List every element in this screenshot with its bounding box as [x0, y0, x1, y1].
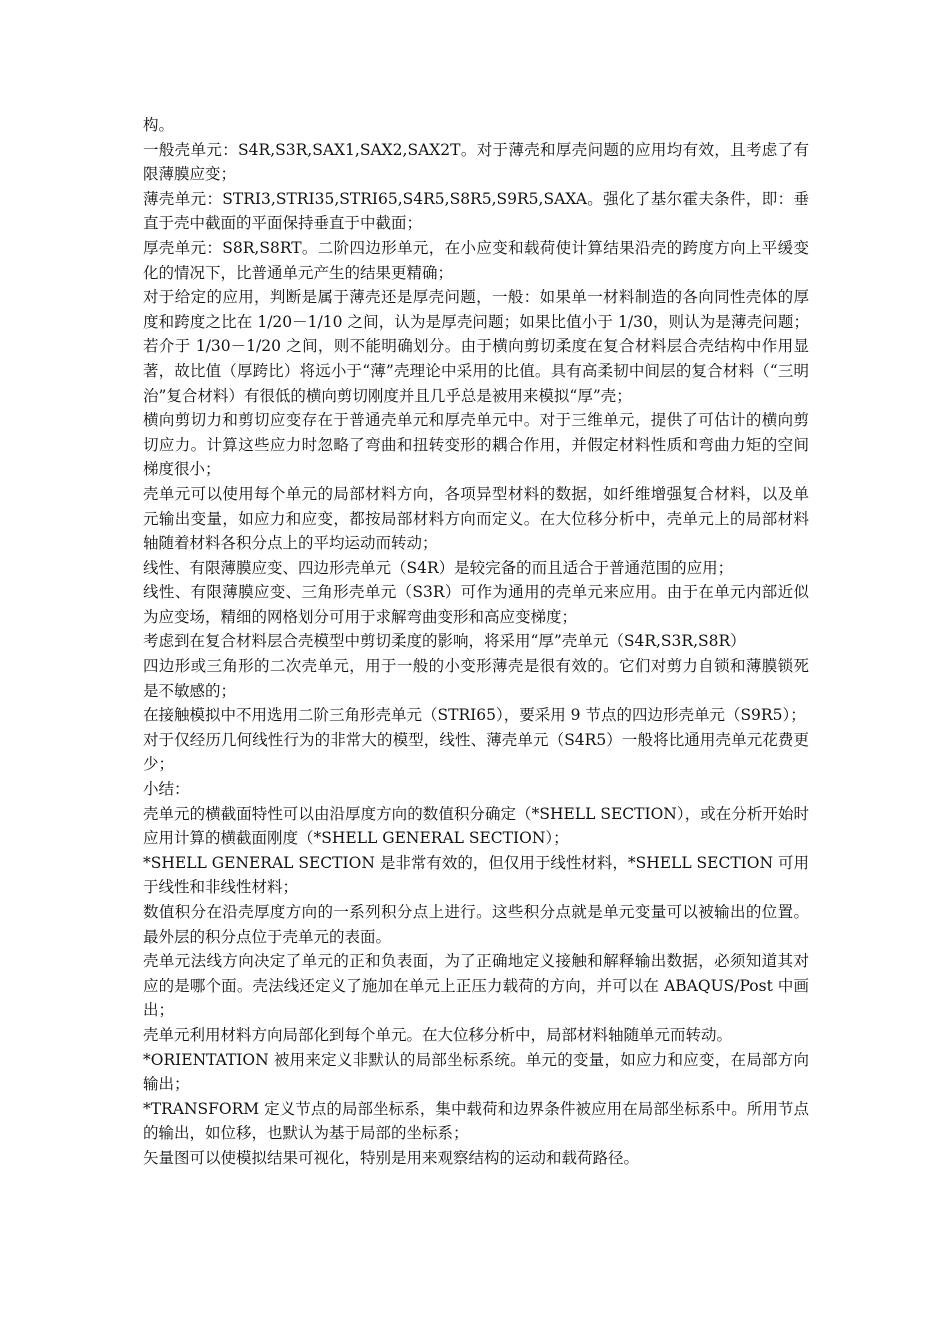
paragraph-quadratic: 四边形或三角形的二次壳单元，用于一般的小变形薄壳是很有效的。它们对剪力自锁和薄膜锁死是不敏感的； [143, 657, 809, 700]
paragraph-thick-shell: 厚壳单元：S8R,S8RT。二阶四边形单元，在小应变和载荷使计算结果沿壳的跨度方向上平缓变化的情况下，比普通单元产生的结果更精确； [143, 238, 809, 282]
paragraph-thin-shell: 薄壳单元：STRI3,STRI35,STRI65,S4R5,S8R5,S9R5,SAXA。强化了基尔霍夫条件，即：垂直于壳中截面的平面保持垂直于中截面； [143, 189, 809, 233]
paragraph-thin-vs-thick: 对于给定的应用，判断是属于薄壳还是厚壳问题，一般：如果单一材料制造的各向同性壳体的厚度和跨度之比在 1/20－1/10 之间，认为是厚壳问题；如果比值小于 1/30，则认为是薄壳问题；若介于 1/30－1/20 之间，则不能明确划分。由于横向剪切柔度在复合材料层合壳结构中作用显著，故比值（厚跨比）将远小于“薄”壳理论中采用的比值。具有高柔韧中间层的复合材料（“三明治”复合材料）有很低的横向剪切刚度并且几乎总是被用来模拟“厚”壳； [143, 288, 809, 405]
paragraph-summary-heading: 小结： [143, 780, 190, 799]
paragraph-contact: 在接触模拟中不用选用二阶三角形壳单元（STRI65），要采用 9 节点的四边形壳单元（S9R5）； [143, 706, 806, 725]
paragraph-material-direction: 壳单元可以使用每个单元的局部材料方向，各项异型材料的数据，如纤维增强复合材料，以及单元输出变量，如应力和应变，都按局部材料方向而定义。在大位移分析中，壳单元上的局部材料轴随着材料各积分点上的平均运动而转动； [143, 484, 809, 553]
paragraph-large-model: 对于仅经历几何线性行为的非常大的模型，线性、薄壳单元（S4R5）一般将比通用壳单元花费更少； [143, 730, 809, 774]
paragraph-general-shell: 一般壳单元：S4R,S3R,SAX1,SAX2,SAX2T。对于薄壳和厚壳问题的应用均有效，且考虑了有限薄膜应变； [143, 140, 809, 184]
paragraph-local-material: 壳单元利用材料方向局部化到每个单元。在大位移分析中，局部材料轴随单元而转动。 [143, 1025, 733, 1044]
paragraph-vector-plot: 矢量图可以使模拟结果可视化，特别是用来观察结构的运动和载荷路径。 [143, 1148, 640, 1167]
paragraph-general-section: *SHELL GENERAL SECTION 是非常有效的，但仅用于线性材料，*SHELL SECTION 可用于线性和非线性材料； [143, 853, 809, 897]
paragraph-normal-direction: 壳单元法线方向决定了单元的正和负表面，为了正确地定义接触和解释输出数据，必须知道其对应的是哪个面。壳法线还定义了施加在单元上正压力载荷的方向，并可以在 ABAQUS/Post 中画出； [143, 952, 809, 1020]
paragraph-composite: 考虑到在复合材料层合壳模型中剪切柔度的影响，将采用“厚”壳单元（S4R,S3R,S8R） [143, 632, 746, 651]
paragraph-s4r: 线性、有限薄膜应变、四边形壳单元（S4R）是较完备的而且适合于普通范围的应用； [143, 558, 734, 577]
paragraph-transform: *TRANSFORM 定义节点的局部坐标系，集中载荷和边界条件被应用在局部坐标系中。所用节点的输出，如位移，也默认为基于局部的坐标系； [143, 1099, 809, 1143]
paragraph-section-properties: 壳单元的横截面特性可以由沿厚度方向的数值积分确定（*SHELL SECTION），或在分析开始时应用计算的横截面刚度（*SHELL GENERAL SECTION）； [143, 804, 809, 848]
document-body [143, 113, 809, 1171]
paragraph-s3r: 线性、有限薄膜应变、三角形壳单元（S3R）可作为通用的壳单元来应用。由于在单元内部近似为应变场，精细的网格划分可用于求解弯曲变形和高应变梯度； [143, 583, 809, 626]
paragraph-orientation: *ORIENTATION 被用来定义非默认的局部坐标系统。单元的变量，如应力和应变，在局部方向输出； [143, 1050, 809, 1094]
paragraph-continuation: 构。 [143, 116, 175, 134]
paragraph-integration: 数值积分在沿壳厚度方向的一系列积分点上进行。这些积分点就是单元变量可以被输出的位置。最外层的积分点位于壳单元的表面。 [143, 903, 809, 946]
paragraph-transverse-shear: 横向剪切力和剪切应变存在于普通壳单元和厚壳单元中。对于三维单元，提供了可估计的横向剪切应力。计算这些应力时忽略了弯曲和扭转变形的耦合作用，并假定材料性质和弯曲力矩的空间梯度很小； [143, 411, 809, 479]
